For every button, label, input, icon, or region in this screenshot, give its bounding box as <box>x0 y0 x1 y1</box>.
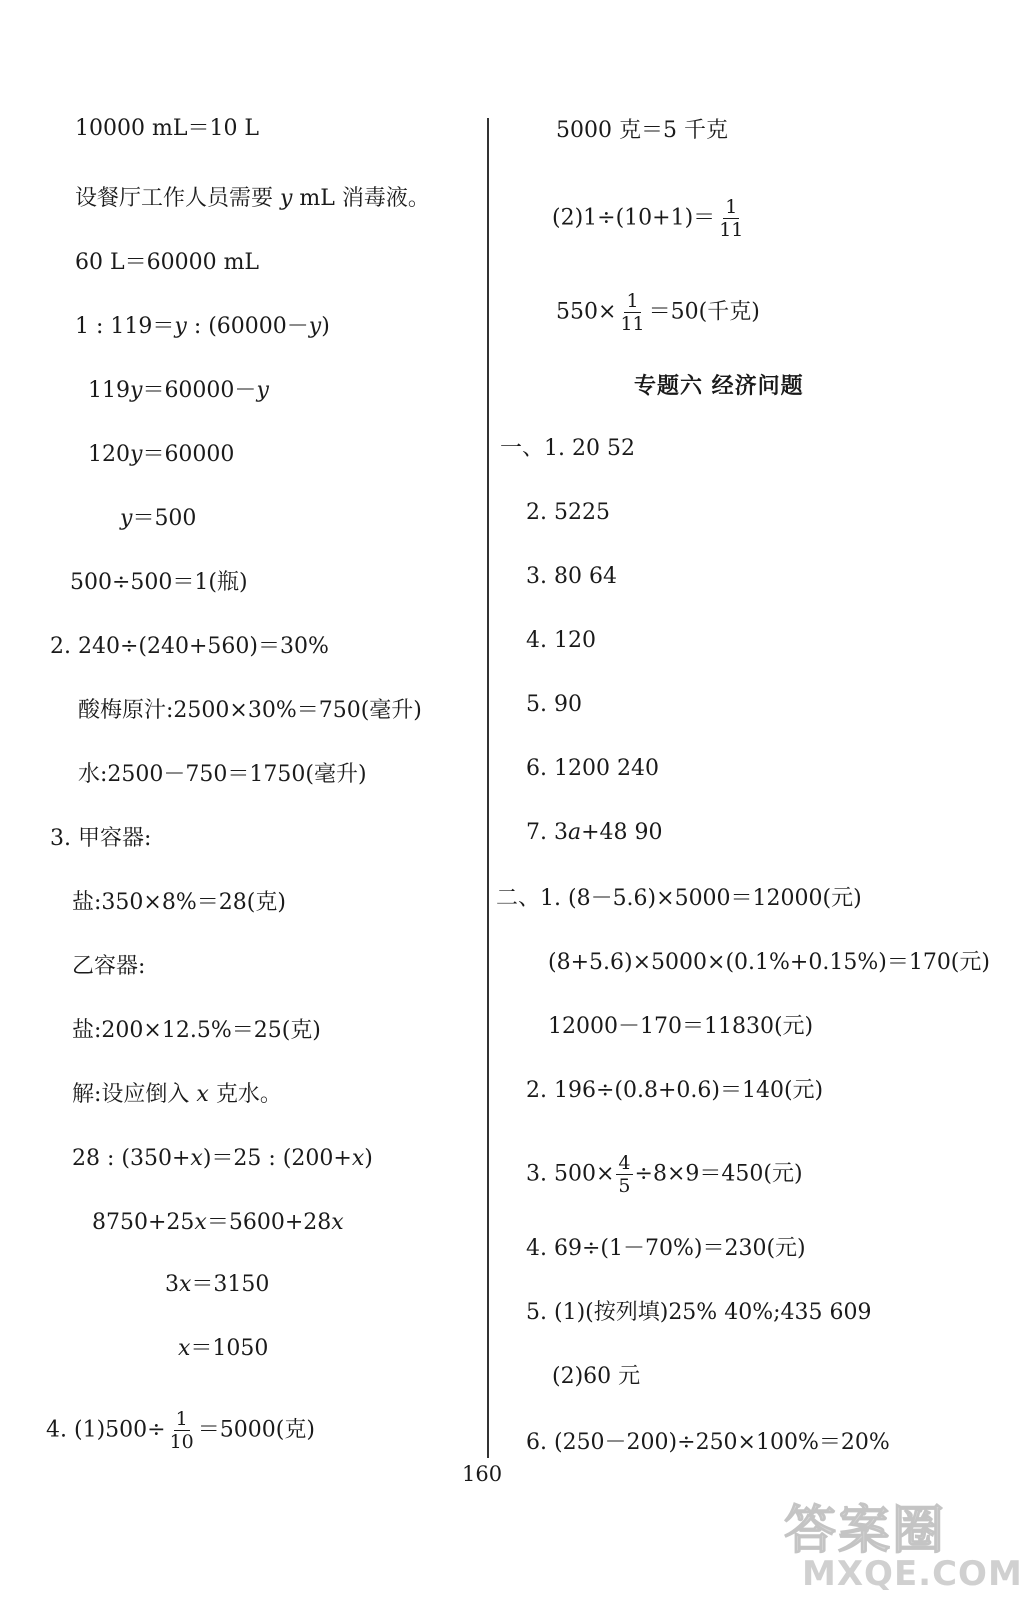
answer-line: 盐:350×8%＝28(克) <box>72 890 286 915</box>
text: mL 消毒液。 <box>292 186 430 211</box>
watermark-url: MXQE.COM <box>802 1554 1023 1594</box>
answer-line <box>92 1208 344 1238</box>
variable: y <box>130 442 143 467</box>
answer-line <box>46 1408 315 1453</box>
answer-line <box>120 504 196 534</box>
answer-line: 500÷500＝1(瓶) <box>70 570 248 595</box>
fraction <box>717 196 745 241</box>
answer-line: 4. 120 <box>526 628 596 653</box>
text: +48 90 <box>581 820 663 845</box>
text: ) <box>364 1146 373 1171</box>
text: 3 <box>165 1272 179 1297</box>
variable: x <box>196 1082 209 1107</box>
variable: x <box>194 1210 207 1235</box>
text: ＝5600+28 <box>206 1210 332 1235</box>
text: 28 : (350+ <box>72 1146 191 1171</box>
text: ＝5000(克) <box>197 1417 315 1443</box>
fraction <box>616 1152 632 1197</box>
text: 550× <box>556 299 617 325</box>
numerator: 1 <box>626 290 639 312</box>
denominator: 10 <box>169 1431 194 1453</box>
answer-line: 一、1. 20 52 <box>500 436 635 461</box>
variable: x <box>190 1146 203 1171</box>
variable: y <box>120 506 133 531</box>
answer-line <box>72 1144 373 1174</box>
answer-line <box>88 376 269 406</box>
text: 3. 500× <box>526 1161 615 1187</box>
watermark-logo-text: 答案圈 <box>784 1501 947 1561</box>
answer-line: 2. 5225 <box>526 500 610 525</box>
numerator: 4 <box>618 1152 631 1174</box>
answer-line <box>526 1152 803 1197</box>
text: ÷8×9＝450(元) <box>634 1161 803 1187</box>
answer-line: 10000 mL＝10 L <box>75 116 260 141</box>
variable: x <box>331 1210 344 1235</box>
text: 8750+25 <box>92 1210 195 1235</box>
answer-line: (2)60 元 <box>552 1364 641 1389</box>
answer-line: (8+5.6)×5000×(0.1%+0.15%)＝170(元) <box>548 950 990 975</box>
answer-line: 4. 69÷(1－70%)＝230(元) <box>526 1236 806 1261</box>
answer-line <box>556 290 760 335</box>
answer-line: 酸梅原汁:2500×30%＝750(毫升) <box>78 698 422 723</box>
answer-line: 乙容器: <box>72 954 146 979</box>
variable: y <box>256 378 269 403</box>
denominator: 11 <box>719 219 744 241</box>
answer-line <box>72 1080 282 1110</box>
page-number: 160 <box>462 1462 503 1486</box>
variable: x <box>178 1336 191 1361</box>
answer-line: 二、1. (8－5.6)×5000＝12000(元) <box>496 886 862 911</box>
answer-line: 5. (1)(按列填)25% 40%;435 609 <box>526 1300 872 1325</box>
answer-line: 盐:200×12.5%＝25(克) <box>72 1018 321 1043</box>
text: ＝500 <box>132 506 197 531</box>
answer-line: 5000 克＝5 千克 <box>556 118 728 143</box>
text: 设餐厅工作人员需要 <box>75 186 280 211</box>
text: ＝60000－ <box>142 378 257 403</box>
section-heading: 专题六 经济问题 <box>634 374 804 399</box>
text: (2)1÷(10+1)＝ <box>552 205 716 231</box>
text: 7. 3 <box>526 820 568 845</box>
variable: x <box>179 1272 192 1297</box>
answer-line: 5. 90 <box>526 692 582 717</box>
denominator: 5 <box>618 1175 631 1197</box>
answer-line: 2. 196÷(0.8+0.6)＝140(元) <box>526 1078 824 1103</box>
answer-line: 3. 甲容器: <box>50 826 152 851</box>
text: ＝3150 <box>191 1272 270 1297</box>
text: 4. (1)500÷ <box>46 1417 166 1443</box>
answer-line: 6. (250－200)÷250×100%＝20% <box>526 1430 890 1455</box>
text: ) <box>321 314 330 339</box>
variable: a <box>567 820 582 845</box>
answer-line: 水:2500－750＝1750(毫升) <box>78 762 367 787</box>
watermark <box>784 1488 1023 1600</box>
text: 解:设应倒入 <box>72 1082 197 1107</box>
text: )＝25 : (200+ <box>202 1146 352 1171</box>
text: 120 <box>88 442 130 467</box>
variable: y <box>130 378 143 403</box>
text: 1 : 119＝ <box>75 314 175 339</box>
numerator: 1 <box>725 196 738 218</box>
text: 克水。 <box>208 1082 282 1107</box>
answer-line <box>178 1334 268 1364</box>
column-divider <box>487 118 489 1458</box>
answer-line <box>75 184 430 214</box>
text: ＝50(千克) <box>648 299 760 325</box>
variable: y <box>174 314 187 339</box>
text: 119 <box>88 378 130 403</box>
text: ＝1050 <box>190 1336 269 1361</box>
answer-line: 3. 80 64 <box>526 564 617 589</box>
denominator: 11 <box>620 313 645 335</box>
text: ＝60000 <box>142 442 235 467</box>
answer-line <box>526 818 663 848</box>
answer-line <box>75 312 330 342</box>
answer-line: 2. 240÷(240+560)＝30% <box>50 634 329 659</box>
answer-line <box>165 1270 269 1300</box>
fraction <box>618 290 646 335</box>
variable: x <box>351 1146 365 1171</box>
numerator: 1 <box>175 1408 188 1430</box>
answer-line: 6. 1200 240 <box>526 756 659 781</box>
fraction <box>168 1408 196 1453</box>
text: : (60000－ <box>186 314 309 339</box>
answer-line <box>88 440 234 470</box>
variable: y <box>280 186 293 211</box>
answer-line: 12000－170＝11830(元) <box>548 1014 814 1039</box>
variable: y <box>308 314 322 339</box>
answer-line <box>552 196 747 241</box>
answer-line: 60 L＝60000 mL <box>75 250 260 275</box>
